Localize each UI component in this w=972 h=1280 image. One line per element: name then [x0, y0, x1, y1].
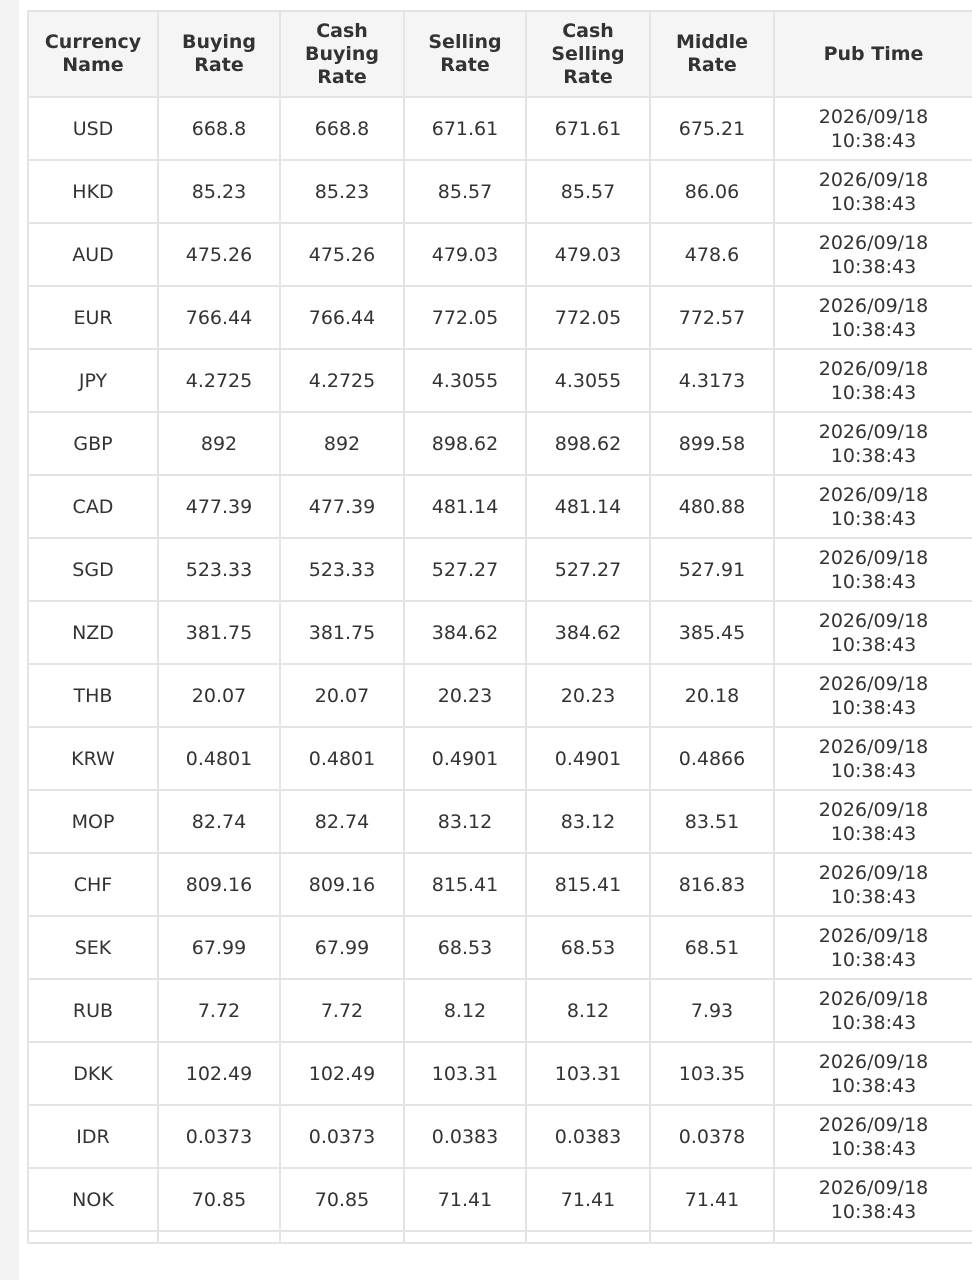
- pub-time-text: 10:38:43: [830, 696, 917, 719]
- column-header-text: Cash: [316, 19, 368, 42]
- empty-cell: [280, 1231, 404, 1243]
- cash-buying-rate-cell: 70.85: [280, 1168, 404, 1231]
- pub-date-text: 2026/09/18: [818, 861, 929, 884]
- cash-buying-rate-cell: 67.99: [280, 916, 404, 979]
- middle-rate-cell: 385.45: [650, 601, 774, 664]
- cash-selling-rate-cell: 85.57: [526, 160, 650, 223]
- column-header-text: Rate: [440, 54, 490, 76]
- pub-time-cell: [774, 349, 972, 412]
- column-header-pub-time: [774, 11, 972, 97]
- pub-time-text: 10:38:43: [830, 507, 917, 530]
- cash-selling-rate-cell: 772.05: [526, 286, 650, 349]
- middle-rate-cell: 86.06: [650, 160, 774, 223]
- pub-time-text: 10:38:43: [830, 1137, 917, 1160]
- column-header-cash-selling-rate: [526, 11, 650, 97]
- cash-selling-rate-cell: 481.14: [526, 475, 650, 538]
- buying-rate-cell: 0.0373: [158, 1105, 280, 1168]
- pub-time-text: 10:38:43: [830, 885, 917, 908]
- selling-rate-cell: 103.31: [404, 1042, 526, 1105]
- table-row: [28, 1042, 972, 1105]
- middle-rate-cell: 103.35: [650, 1042, 774, 1105]
- pub-date-text: 2026/09/18: [818, 609, 929, 632]
- pub-time-cell: [774, 223, 972, 286]
- pub-time-cell: [774, 727, 972, 790]
- selling-rate-cell: 671.61: [404, 97, 526, 160]
- buying-rate-cell: 67.99: [158, 916, 280, 979]
- buying-rate-cell: 7.72: [158, 979, 280, 1042]
- pub-time-cell: [774, 97, 972, 160]
- buying-rate-cell: 0.4801: [158, 727, 280, 790]
- table-row: [28, 412, 972, 475]
- column-header-text: Selling: [428, 31, 502, 53]
- cash-buying-rate-cell: 85.23: [280, 160, 404, 223]
- selling-rate-cell: 772.05: [404, 286, 526, 349]
- cash-buying-rate-cell: 0.0373: [280, 1105, 404, 1168]
- middle-rate-cell: 675.21: [650, 97, 774, 160]
- buying-rate-cell: 381.75: [158, 601, 280, 664]
- table-row: [28, 790, 972, 853]
- cash-selling-rate-cell: 71.41: [526, 1168, 650, 1231]
- pub-time-text: 10:38:43: [830, 129, 917, 152]
- column-header-text: Selling: [551, 42, 625, 65]
- middle-rate-cell: 7.93: [650, 979, 774, 1042]
- currency-cell: MOP: [28, 790, 158, 853]
- currency-cell: EUR: [28, 286, 158, 349]
- pub-time-cell: [774, 412, 972, 475]
- currency-cell: KRW: [28, 727, 158, 790]
- selling-rate-cell: 0.0383: [404, 1105, 526, 1168]
- selling-rate-cell: 898.62: [404, 412, 526, 475]
- pub-date-text: 2026/09/18: [818, 798, 929, 821]
- currency-cell: USD: [28, 97, 158, 160]
- pub-time-text: 10:38:43: [830, 1074, 917, 1097]
- pub-time-cell: [774, 286, 972, 349]
- selling-rate-cell: 8.12: [404, 979, 526, 1042]
- empty-cell: [158, 1231, 280, 1243]
- cash-buying-rate-cell: 892: [280, 412, 404, 475]
- cash-buying-rate-cell: 381.75: [280, 601, 404, 664]
- table-row: [28, 1105, 972, 1168]
- cash-buying-rate-cell: 809.16: [280, 853, 404, 916]
- column-header-text: Cash: [562, 19, 614, 42]
- currency-cell: RUB: [28, 979, 158, 1042]
- column-header-text: Rate: [194, 54, 244, 76]
- currency-cell: GBP: [28, 412, 158, 475]
- pub-time-cell: [774, 1105, 972, 1168]
- table-row: [28, 853, 972, 916]
- pub-date-text: 2026/09/18: [818, 1050, 929, 1073]
- column-header-buying-rate: [158, 11, 280, 97]
- empty-cell: [526, 1231, 650, 1243]
- table-row: [28, 160, 972, 223]
- buying-rate-cell: 668.8: [158, 97, 280, 160]
- cash-selling-rate-cell: 8.12: [526, 979, 650, 1042]
- pub-date-text: 2026/09/18: [818, 168, 929, 191]
- middle-rate-cell: 68.51: [650, 916, 774, 979]
- pub-date-text: 2026/09/18: [818, 1113, 929, 1136]
- table-row: [28, 727, 972, 790]
- selling-rate-cell: 384.62: [404, 601, 526, 664]
- pub-time-text: 10:38:43: [830, 822, 917, 845]
- buying-rate-cell: 70.85: [158, 1168, 280, 1231]
- middle-rate-cell: 480.88: [650, 475, 774, 538]
- buying-rate-cell: 477.39: [158, 475, 280, 538]
- cash-selling-rate-cell: 898.62: [526, 412, 650, 475]
- table-row: [28, 979, 972, 1042]
- cash-buying-rate-cell: 102.49: [280, 1042, 404, 1105]
- empty-cell: [774, 1231, 972, 1243]
- selling-rate-cell: 85.57: [404, 160, 526, 223]
- cash-buying-rate-cell: 20.07: [280, 664, 404, 727]
- currency-cell: SEK: [28, 916, 158, 979]
- selling-rate-cell: 68.53: [404, 916, 526, 979]
- empty-cell: [650, 1231, 774, 1243]
- exchange-rate-table-container: [27, 10, 972, 1244]
- currency-cell: HKD: [28, 160, 158, 223]
- cash-buying-rate-cell: 477.39: [280, 475, 404, 538]
- column-header-text: Rate: [687, 54, 737, 76]
- table-row: [28, 1168, 972, 1231]
- currency-cell: DKK: [28, 1042, 158, 1105]
- table-row: [28, 349, 972, 412]
- pub-time-cell: [774, 979, 972, 1042]
- middle-rate-cell: 20.18: [650, 664, 774, 727]
- currency-cell: CAD: [28, 475, 158, 538]
- column-header-text: Buying: [304, 42, 380, 65]
- pub-time-text: 10:38:43: [830, 570, 917, 593]
- pub-date-text: 2026/09/18: [818, 546, 929, 569]
- cash-buying-rate-cell: 766.44: [280, 286, 404, 349]
- pub-time-text: 10:38:43: [830, 318, 917, 341]
- cash-buying-rate-cell: 523.33: [280, 538, 404, 601]
- pub-time-text: 10:38:43: [830, 444, 917, 467]
- table-row-partial: [28, 1231, 972, 1243]
- currency-cell: NOK: [28, 1168, 158, 1231]
- cash-buying-rate-cell: 668.8: [280, 97, 404, 160]
- cash-selling-rate-cell: 671.61: [526, 97, 650, 160]
- pub-date-text: 2026/09/18: [818, 1176, 929, 1199]
- middle-rate-cell: 772.57: [650, 286, 774, 349]
- middle-rate-cell: 4.3173: [650, 349, 774, 412]
- cash-buying-rate-cell: 4.2725: [280, 349, 404, 412]
- table-row: [28, 475, 972, 538]
- buying-rate-cell: 892: [158, 412, 280, 475]
- pub-date-text: 2026/09/18: [818, 105, 929, 128]
- header-row: [28, 11, 972, 97]
- pub-date-text: 2026/09/18: [818, 987, 929, 1010]
- table-row: [28, 97, 972, 160]
- table-header: [28, 11, 972, 97]
- column-header-text: Currency: [44, 31, 142, 53]
- selling-rate-cell: 527.27: [404, 538, 526, 601]
- table-row: [28, 916, 972, 979]
- selling-rate-cell: 4.3055: [404, 349, 526, 412]
- cash-buying-rate-cell: 82.74: [280, 790, 404, 853]
- empty-cell: [28, 1231, 158, 1243]
- cash-selling-rate-cell: 0.4901: [526, 727, 650, 790]
- buying-rate-cell: 85.23: [158, 160, 280, 223]
- pub-time-text: 10:38:43: [830, 381, 917, 404]
- pub-date-text: 2026/09/18: [818, 672, 929, 695]
- currency-cell: JPY: [28, 349, 158, 412]
- pub-time-text: 10:38:43: [830, 759, 917, 782]
- table-body: [28, 97, 972, 1243]
- middle-rate-cell: 0.4866: [650, 727, 774, 790]
- pub-time-text: 10:38:43: [830, 255, 917, 278]
- cash-selling-rate-cell: 20.23: [526, 664, 650, 727]
- cash-selling-rate-cell: 4.3055: [526, 349, 650, 412]
- buying-rate-cell: 4.2725: [158, 349, 280, 412]
- pub-date-text: 2026/09/18: [818, 483, 929, 506]
- pub-date-text: 2026/09/18: [818, 924, 929, 947]
- pub-date-text: 2026/09/18: [818, 231, 929, 254]
- pub-time-text: 10:38:43: [830, 1011, 917, 1034]
- buying-rate-cell: 766.44: [158, 286, 280, 349]
- column-header-selling-rate: [404, 11, 526, 97]
- middle-rate-cell: 816.83: [650, 853, 774, 916]
- cash-buying-rate-cell: 0.4801: [280, 727, 404, 790]
- cash-buying-rate-cell: 7.72: [280, 979, 404, 1042]
- pub-time-cell: [774, 916, 972, 979]
- cash-buying-rate-cell: 475.26: [280, 223, 404, 286]
- buying-rate-cell: 82.74: [158, 790, 280, 853]
- column-header-cash-buying-rate: [280, 11, 404, 97]
- currency-cell: THB: [28, 664, 158, 727]
- selling-rate-cell: 479.03: [404, 223, 526, 286]
- pub-time-cell: [774, 538, 972, 601]
- buying-rate-cell: 102.49: [158, 1042, 280, 1105]
- buying-rate-cell: 809.16: [158, 853, 280, 916]
- pub-date-text: 2026/09/18: [818, 357, 929, 380]
- middle-rate-cell: 899.58: [650, 412, 774, 475]
- cash-selling-rate-cell: 0.0383: [526, 1105, 650, 1168]
- column-header-text: Buying: [181, 31, 257, 53]
- currency-cell: SGD: [28, 538, 158, 601]
- column-header-text: Middle: [675, 31, 749, 53]
- cash-selling-rate-cell: 103.31: [526, 1042, 650, 1105]
- pub-time-cell: [774, 790, 972, 853]
- table-row: [28, 223, 972, 286]
- middle-rate-cell: 71.41: [650, 1168, 774, 1231]
- middle-rate-cell: 83.51: [650, 790, 774, 853]
- buying-rate-cell: 475.26: [158, 223, 280, 286]
- column-header-text: Name: [62, 54, 124, 76]
- column-header-text: Rate: [563, 65, 613, 88]
- currency-cell: IDR: [28, 1105, 158, 1168]
- currency-cell: CHF: [28, 853, 158, 916]
- cash-selling-rate-cell: 527.27: [526, 538, 650, 601]
- left-gutter: [0, 0, 19, 1280]
- pub-date-text: 2026/09/18: [818, 420, 929, 443]
- table-row: [28, 601, 972, 664]
- pub-time-cell: [774, 475, 972, 538]
- cash-selling-rate-cell: 384.62: [526, 601, 650, 664]
- pub-time-cell: [774, 601, 972, 664]
- selling-rate-cell: 83.12: [404, 790, 526, 853]
- pub-date-text: 2026/09/18: [818, 294, 929, 317]
- cash-selling-rate-cell: 68.53: [526, 916, 650, 979]
- column-header-text: Rate: [317, 65, 367, 88]
- cash-selling-rate-cell: 83.12: [526, 790, 650, 853]
- column-header-middle-rate: [650, 11, 774, 97]
- empty-cell: [404, 1231, 526, 1243]
- currency-cell: NZD: [28, 601, 158, 664]
- middle-rate-cell: 478.6: [650, 223, 774, 286]
- column-header-text: Pub Time: [823, 42, 924, 65]
- selling-rate-cell: 71.41: [404, 1168, 526, 1231]
- selling-rate-cell: 0.4901: [404, 727, 526, 790]
- table-row: [28, 538, 972, 601]
- table-row: [28, 664, 972, 727]
- pub-date-text: 2026/09/18: [818, 735, 929, 758]
- buying-rate-cell: 523.33: [158, 538, 280, 601]
- pub-time-text: 10:38:43: [830, 948, 917, 971]
- table-row: [28, 286, 972, 349]
- cash-selling-rate-cell: 815.41: [526, 853, 650, 916]
- column-header-currency-name: [28, 11, 158, 97]
- middle-rate-cell: 527.91: [650, 538, 774, 601]
- exchange-rate-table: [27, 10, 972, 1244]
- middle-rate-cell: 0.0378: [650, 1105, 774, 1168]
- selling-rate-cell: 481.14: [404, 475, 526, 538]
- pub-time-text: 10:38:43: [830, 192, 917, 215]
- pub-time-text: 10:38:43: [830, 633, 917, 656]
- pub-time-cell: [774, 1168, 972, 1231]
- currency-cell: AUD: [28, 223, 158, 286]
- selling-rate-cell: 815.41: [404, 853, 526, 916]
- pub-time-text: 10:38:43: [830, 1200, 917, 1223]
- pub-time-cell: [774, 160, 972, 223]
- pub-time-cell: [774, 853, 972, 916]
- selling-rate-cell: 20.23: [404, 664, 526, 727]
- pub-time-cell: [774, 1042, 972, 1105]
- buying-rate-cell: 20.07: [158, 664, 280, 727]
- cash-selling-rate-cell: 479.03: [526, 223, 650, 286]
- pub-time-cell: [774, 664, 972, 727]
